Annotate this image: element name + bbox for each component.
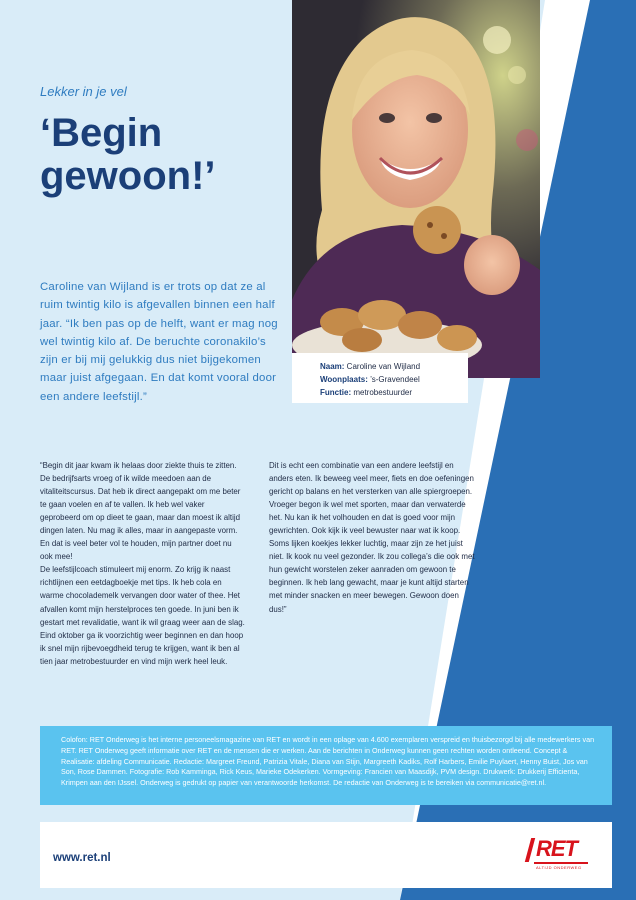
intro-paragraph: Caroline van Wijland is er trots op dat ze al ruim twintig kilo is afgevallen binnen een half jaar. “Ik ben pas op de helft, want er mag nog wel twintig kilo af. De beruchte coronakilo’s zijn er bij mij gelukkig dus niet bijgekomen maar juist afgegaan. En dat komt vooral door een andere leefstijl.” — [40, 281, 278, 403]
logo-slash-icon — [525, 838, 535, 862]
footer — [40, 822, 612, 888]
caption-role — [320, 386, 458, 399]
place-value: ’s-Gravendeel — [367, 375, 420, 384]
colofon-box: Colofon: RET Onderweg is het interne personeelsmagazine van RET en wordt in een oplage van 4.600 exemplaren verspreid en thuisbezorgd bij alle medewerkers van RET. RET Onderweg geeft informatie over RET en de mensen die er werken. Aan de berichten in Onderweg kunnen geen rechten worden ontleend. Concept & Realisatie: afdeling Communicatie. Redactie: Margreet Freund, Patrizia Vitale, Diana van Stijn, Margreeth Kadiks, Rolf Harbers, Emilie Puylaert, Henny Buist, Jos van Son, Rose Dammen. Fotografie: Rob Kamminga, Rick Keus, Marieke Odekerken. Vormgeving: Francien van Maasdijk, PVM design. Drukwerk: Drukkerij Efficienta, Krimpen aan den IJssel. Onderweg is gedrukt op papier van verantwoorde herkomst. De redactie van Onderweg is te bereiken via communicatie@ret.nl. — [40, 726, 612, 805]
place-label: Woonplaats: — [320, 375, 368, 384]
caption-name — [320, 360, 458, 373]
name-label: Naam: — [320, 362, 345, 371]
caption-place — [320, 373, 458, 386]
portrait-photo — [292, 0, 540, 378]
logo-tagline: ALTIJD ONDERWEG — [536, 865, 582, 870]
section-label: Lekker in je vel — [40, 84, 127, 99]
body-column-left — [40, 459, 246, 668]
role-label: Functie: — [320, 388, 352, 397]
ret-logo — [528, 834, 590, 876]
photo-caption — [292, 353, 468, 403]
logo-underline — [534, 862, 588, 864]
body-paragraph: De leefstijlcoach stimuleert mij enorm. Zo krijg ik naast richtlijnen een eetdagboekje met tips. Ik heb cola en warme chocolademelk vervangen door water of thee. Het afvallen komt mijn herstelproces ten goede. In juni ben ik gestart met revalidatie, want ik wil graag weer aan de slag. Eind oktober ga ik voorzichtig weer beginnen en dan hoop ik snel mijn rijbevoegdheid terug te krijgen, want ik ben al tien jaar metrobestuurder en vind mijn werk heel leuk. — [40, 565, 245, 666]
body-column-right — [269, 459, 475, 616]
article-title: ‘Begin gewoon!’ — [40, 111, 216, 198]
role-value: metrobestuurder — [351, 388, 413, 397]
name-value: Caroline van Wijland — [344, 362, 421, 371]
logo-text: RET — [536, 836, 577, 861]
website-link[interactable]: www.ret.nl — [53, 852, 111, 864]
body-paragraph: “Begin dit jaar kwam ik helaas door ziekte thuis te zitten. De bedrijfsarts vroeg of ik wilde meedoen aan de vitaliteitscursus. Dat heb ik direct aangepakt om me beter te gaan voelen en af te vallen. Ik heb wel vaker geprobeerd om op dieet te gaan, maar dan moest ik altijd dingen laten. Nu mag ik alles, maar in aangepaste vorm. En dat is veel beter vol te houden, mijn partner doet nu ook mee! — [40, 461, 241, 562]
body-paragraph: Dit is echt een combinatie van een andere leefstijl en anders eten. Ik beweeg veel meer, fiets en doe oefeningen gericht op balans en het versterken van alle spiergroepen. Vroeger begon ik wel met sporten, maar dan verwaterde het. Nu kan ik het volhouden en dat is goed voor mijn gewrichten. Ook kijk ik veel bewuster naar wat ik koop. Soms lijken koekjes lekker luchtig, maar zijn ze het juist niet. Ik kook nu veel gezonder. Ik zou collega’s die ook met hun gewicht worstelen zeker aanraden om gewoon te beginnen. Ik heb lang gewacht, maar je kunt altijd starten met minder snacken en meer bewegen. Gewoon doen dus!” — [269, 461, 475, 614]
